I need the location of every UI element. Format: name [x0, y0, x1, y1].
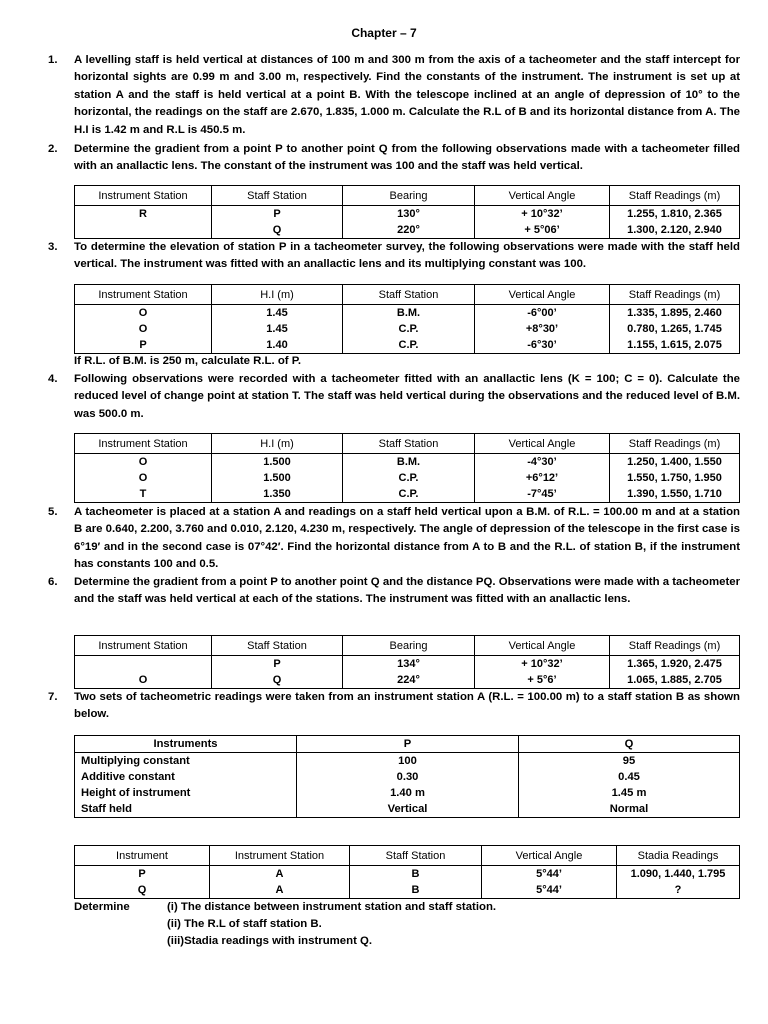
table-header: Staff Station — [350, 846, 482, 866]
table-row — [75, 305, 740, 322]
table-cell: 1.300, 2.120, 2.940 — [610, 222, 740, 239]
table-cell: +6°12’ — [475, 470, 610, 486]
table-q6 — [74, 635, 740, 689]
table-cell: P — [212, 656, 343, 673]
table-row — [75, 470, 740, 486]
table-cell: 1.40 — [212, 337, 343, 354]
question-3 — [48, 239, 740, 274]
table-cell: 1.45 — [212, 305, 343, 322]
table-cell: Additive constant — [75, 769, 297, 785]
table-cell: B — [350, 882, 482, 899]
table-header: Staff Readings (m) — [610, 186, 740, 206]
table-header: Instrument Station — [75, 186, 212, 206]
table-q3 — [74, 284, 740, 354]
table-cell: + 5°06’ — [475, 222, 610, 239]
table-cell: Normal — [519, 801, 740, 818]
table-cell: 1.350 — [212, 486, 343, 503]
table-cell: -7°45’ — [475, 486, 610, 503]
question-number: 6. — [48, 576, 58, 588]
table-cell: 1.550, 1.750, 1.950 — [610, 470, 740, 486]
table-header: Instrument Station — [210, 846, 350, 866]
table-cell: 1.390, 1.550, 1.710 — [610, 486, 740, 503]
table-cell: 1.090, 1.440, 1.795 — [617, 866, 740, 883]
question-6 — [48, 574, 740, 609]
question-text: A tacheometer is placed at a station A and readings on a staff held vertical upon a B.M. of R.L. = 100.00 m and at a station B are 0.640, 2.200, 3.760 and 0.010, 2.120, 4.230 m, respectively. The angle of depression of the telescope in the first case is 6°19′ and in the second case is 07°42′. Find the horizontal distance from A to B and the R.L. of station B, if the instrument has constants 100 and 0.5. — [74, 506, 740, 571]
table-row — [75, 801, 740, 818]
question-number: 4. — [48, 373, 58, 385]
table-cell — [75, 222, 212, 239]
table-cell: Q — [212, 672, 343, 689]
table-row — [75, 454, 740, 471]
table-cell: -6°00’ — [475, 305, 610, 322]
table-row — [75, 337, 740, 354]
table-header: Instruments — [75, 736, 297, 753]
table-cell: 1.155, 1.615, 2.075 — [610, 337, 740, 354]
table-header: Q — [519, 736, 740, 753]
question-number: 1. — [48, 54, 58, 66]
table-header-row — [75, 186, 740, 206]
table-header: Vertical Angle — [475, 285, 610, 305]
table-header: Vertical Angle — [475, 636, 610, 656]
table-header: Staff Readings (m) — [610, 434, 740, 454]
table-cell: B.M. — [343, 305, 475, 322]
determine-label: Determine — [74, 901, 130, 913]
question-text: Following observations were recorded with a tacheometer fitted with an anallactic lens (K = 100; C = 0). Calculate the reduced level of change point at station T. The staff was held vertical during the observations and the reduced level of B.M. was 500.0 m. — [74, 373, 740, 420]
table-cell: O — [75, 672, 212, 689]
table-cell: 95 — [519, 753, 740, 770]
table-cell: Q — [212, 222, 343, 239]
table-cell: 0.30 — [297, 769, 519, 785]
table-cell: P — [212, 206, 343, 223]
table-header-row — [75, 434, 740, 454]
table-header: Staff Station — [212, 186, 343, 206]
table-cell: 1.500 — [212, 470, 343, 486]
table-header: Vertical Angle — [482, 846, 617, 866]
table-cell: A — [210, 882, 350, 899]
table-q7-constants — [74, 735, 740, 818]
table-header: H.I (m) — [212, 434, 343, 454]
table-cell: 1.365, 1.920, 2.475 — [610, 656, 740, 673]
table-cell: + 10°32’ — [475, 656, 610, 673]
table-row — [75, 222, 740, 239]
table-header: Bearing — [343, 186, 475, 206]
table-header: Instrument — [75, 846, 210, 866]
table-cell: + 10°32’ — [475, 206, 610, 223]
determine-block — [74, 899, 496, 950]
table-header: H.I (m) — [212, 285, 343, 305]
table-q2 — [74, 185, 740, 239]
table-cell: O — [75, 470, 212, 486]
question-text: To determine the elevation of station P in a tacheometer survey, the following observations were made with the staff held vertical. The instrument was fitted with an anallactic lens and its multiplying constant was 100. — [74, 241, 740, 271]
table-cell: C.P. — [343, 486, 475, 503]
table-cell: Height of instrument — [75, 785, 297, 801]
table-cell: B — [350, 866, 482, 883]
table-cell: 100 — [297, 753, 519, 770]
question-1 — [48, 52, 740, 139]
table-cell: C.P. — [343, 470, 475, 486]
table-cell: ? — [617, 882, 740, 899]
table-row — [75, 785, 740, 801]
table-header-row — [75, 636, 740, 656]
table-header: Instrument Station — [75, 285, 212, 305]
table-row — [75, 486, 740, 503]
table-cell: 1.335, 1.895, 2.460 — [610, 305, 740, 322]
question-3-note: If R.L. of B.M. is 250 m, calculate R.L. of P. — [74, 355, 302, 367]
determine-item: (i) The distance between instrument station and staff station. — [167, 901, 497, 913]
table-header: Vertical Angle — [475, 186, 610, 206]
table-cell: P — [75, 337, 212, 354]
table-cell: C.P. — [343, 321, 475, 337]
table-cell: Vertical — [297, 801, 519, 818]
table-cell: +8°30’ — [475, 321, 610, 337]
table-cell: 1.45 m — [519, 785, 740, 801]
table-q4 — [74, 433, 740, 503]
table-cell: A — [210, 866, 350, 883]
table-cell: T — [75, 486, 212, 503]
table-header: Vertical Angle — [475, 434, 610, 454]
table-cell: 1.45 — [212, 321, 343, 337]
table-cell: B.M. — [343, 454, 475, 471]
table-cell: Staff held — [75, 801, 297, 818]
table-q7-readings — [74, 845, 740, 899]
table-cell: -6°30’ — [475, 337, 610, 354]
table-cell: -4°30’ — [475, 454, 610, 471]
table-header: Staff Readings (m) — [610, 285, 740, 305]
table-header-row — [75, 846, 740, 866]
table-row — [75, 882, 740, 899]
table-row — [75, 769, 740, 785]
table-cell: O — [75, 454, 212, 471]
table-row — [75, 753, 740, 770]
table-header: Instrument Station — [75, 434, 212, 454]
table-cell: 130° — [343, 206, 475, 223]
table-cell: O — [75, 305, 212, 322]
table-cell: 5°44’ — [482, 882, 617, 899]
question-text: A levelling staff is held vertical at distances of 100 m and 300 m from the axis of a tacheometer and the staff intercept for horizontal sights are 0.99 m and 3.00 m, respectively. Find the constants of the instrument. The instrument is set up at station A and the staff is held vertical at a point B. With the telescope inclined at an angle of depression of 10° to the horizontal, the readings on the staff are 2.670, 1.835, 1.000 m. Calculate the R.L of B and its horizontal distance from A. The H.I is 1.42 m and R.L is 450.5 m. — [74, 54, 740, 136]
determine-item: (ii) The R.L of staff station B. — [167, 918, 322, 930]
table-cell: Q — [75, 882, 210, 899]
table-cell: 1.40 m — [297, 785, 519, 801]
table-header: P — [297, 736, 519, 753]
table-header: Staff Readings (m) — [610, 636, 740, 656]
table-row — [75, 672, 740, 689]
table-row — [75, 321, 740, 337]
table-cell: 220° — [343, 222, 475, 239]
table-cell: R — [75, 206, 212, 223]
table-header: Instrument Station — [75, 636, 212, 656]
determine-item: (iii)Stadia readings with instrument Q. — [167, 935, 373, 947]
table-row — [75, 656, 740, 673]
table-cell: 5°44’ — [482, 866, 617, 883]
table-row — [75, 866, 740, 883]
question-number: 5. — [48, 506, 58, 518]
question-number: 7. — [48, 691, 58, 703]
question-number: 2. — [48, 143, 58, 155]
table-cell: 1.250, 1.400, 1.550 — [610, 454, 740, 471]
question-number: 3. — [48, 241, 58, 253]
table-cell: 0.45 — [519, 769, 740, 785]
question-5 — [48, 504, 740, 574]
table-cell: + 5°6’ — [475, 672, 610, 689]
table-cell: C.P. — [343, 337, 475, 354]
table-cell: 224° — [343, 672, 475, 689]
table-header-row — [75, 285, 740, 305]
table-header: Bearing — [343, 636, 475, 656]
question-4 — [48, 371, 740, 423]
table-cell: 1.500 — [212, 454, 343, 471]
table-header: Staff Station — [343, 285, 475, 305]
table-cell: 0.780, 1.265, 1.745 — [610, 321, 740, 337]
question-text: Determine the gradient from a point P to another point Q from the following observations made with a tacheometer filled with an anallactic lens. The constant of the instrument was 100 and the staff was held vertical. — [74, 143, 740, 173]
chapter-title: Chapter – 7 — [351, 26, 417, 40]
table-header: Staff Station — [212, 636, 343, 656]
question-text: Determine the gradient from a point P to another point Q and the distance PQ. Observations were made with a tacheometer and the staff was held vertical at each of the stations. The instrument was fitted with an anallactic lens. — [74, 576, 740, 606]
table-header-row — [75, 736, 740, 753]
table-header: Stadia Readings — [617, 846, 740, 866]
table-cell — [75, 656, 212, 673]
table-row — [75, 206, 740, 223]
question-7 — [48, 689, 740, 724]
table-cell: 1.065, 1.885, 2.705 — [610, 672, 740, 689]
table-cell: 134° — [343, 656, 475, 673]
table-cell: O — [75, 321, 212, 337]
table-cell: Multiplying constant — [75, 753, 297, 770]
table-header: Staff Station — [343, 434, 475, 454]
table-cell: P — [75, 866, 210, 883]
table-cell: 1.255, 1.810, 2.365 — [610, 206, 740, 223]
question-2 — [48, 141, 740, 176]
question-text: Two sets of tacheometric readings were taken from an instrument station A (R.L. = 100.00 m) to a staff station B as shown below. — [74, 691, 740, 721]
